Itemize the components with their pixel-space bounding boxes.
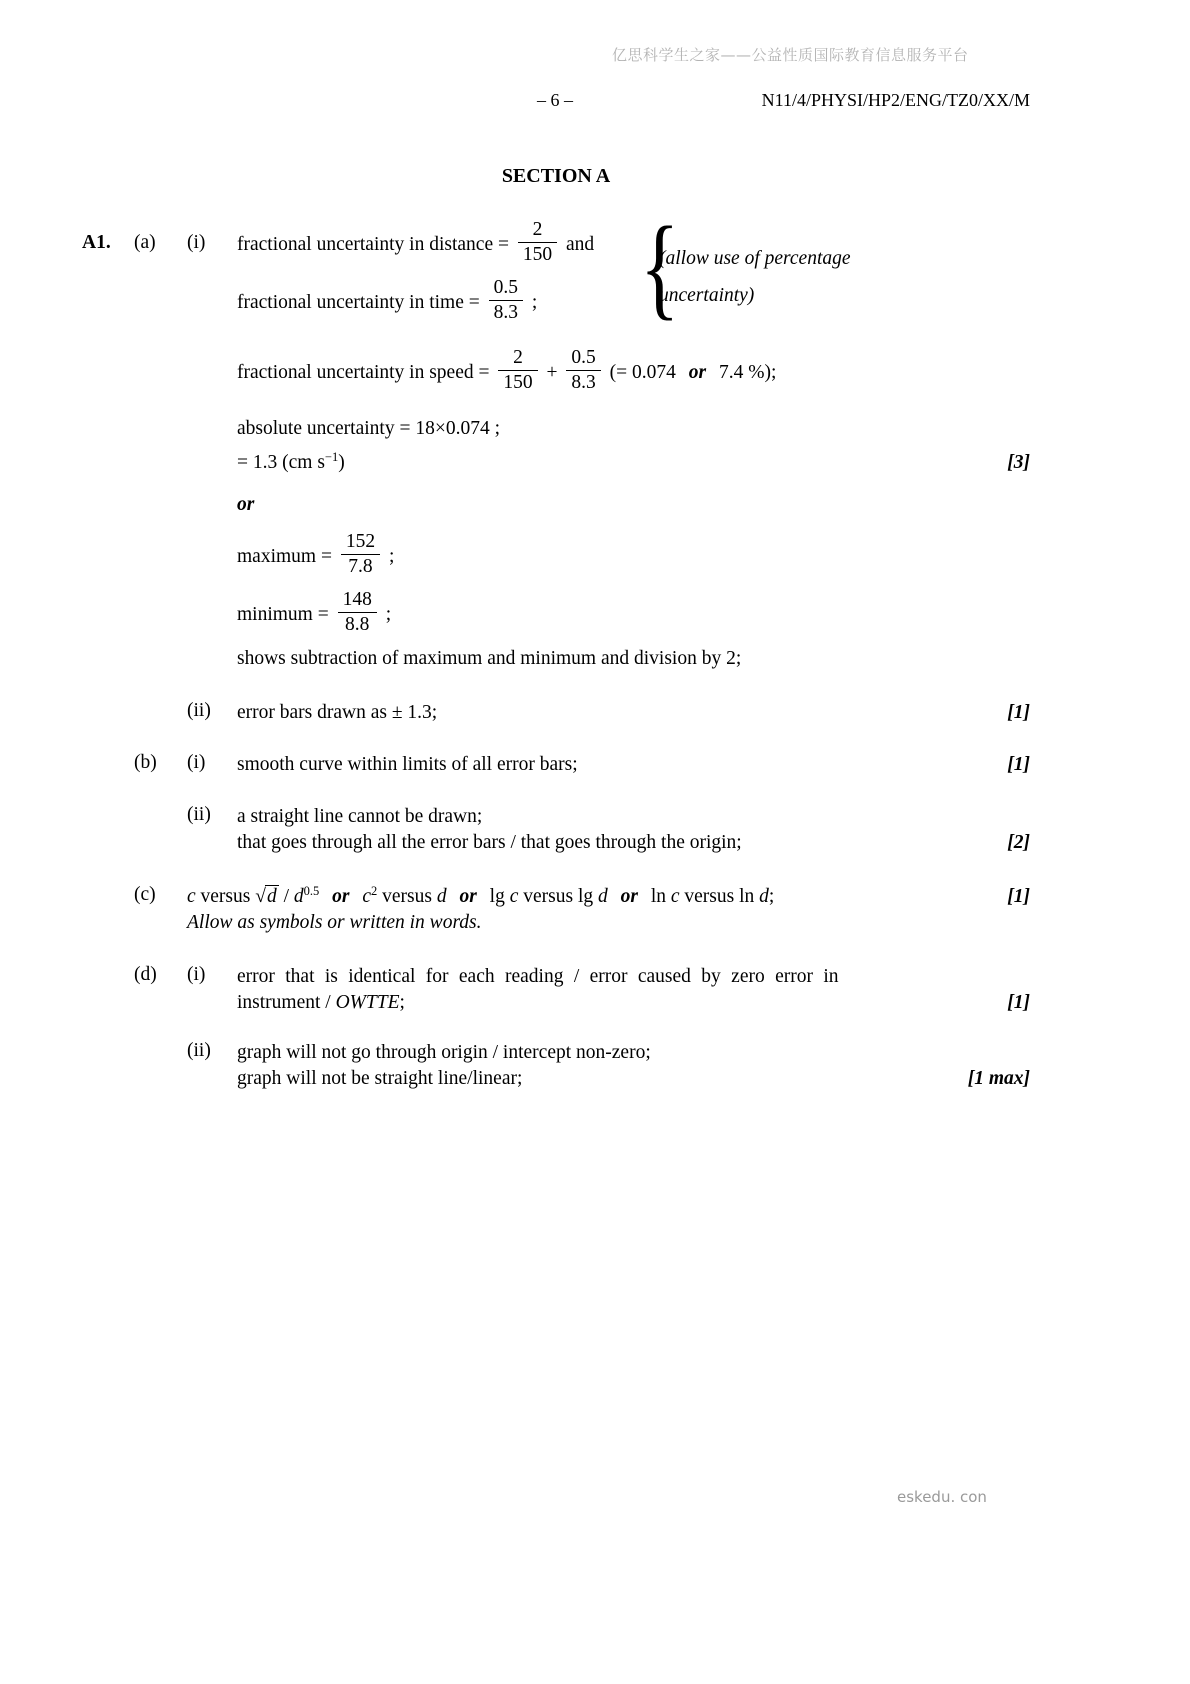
variable-d: d [759, 886, 769, 907]
part-c [82, 884, 1030, 936]
or-separator: or [237, 494, 255, 515]
error-bars-text: error bars drawn as ± 1.3; [237, 702, 438, 723]
variable-d: d [293, 886, 304, 907]
paper-code: N11/4/PHYSI/HP2/ENG/TZ0/XX/M [761, 90, 1030, 110]
exponent: 2 [370, 884, 378, 898]
part-d-i-content [237, 964, 1030, 1016]
fraction-denominator: 8.3 [571, 372, 596, 394]
fraction-numerator: 2 [518, 218, 557, 243]
marks-badge: [1 max] [967, 1068, 1030, 1089]
final-result-line [237, 450, 1030, 476]
item-ii-label: (ii) [187, 1040, 211, 1061]
semicolon: ; [531, 292, 538, 313]
part-a-ii [82, 700, 1030, 726]
fraction-denominator: 150 [522, 244, 553, 266]
part-c-label: (c) [134, 884, 156, 905]
minimum-fraction [338, 588, 377, 637]
fraction-numerator: 148 [338, 588, 377, 613]
maximum-label: maximum = [237, 546, 332, 567]
item-ii-label: (ii) [187, 700, 211, 721]
systematic-error-line2 [237, 990, 1030, 1016]
versus-word: versus [684, 886, 735, 907]
ln-operator: ln [650, 886, 666, 907]
semicolon: ; [768, 886, 775, 907]
allow-note-line1: (allow use of percentage [659, 248, 851, 269]
final-suffix: ) [338, 452, 345, 473]
time-fraction [489, 276, 523, 325]
exponent: −1 [324, 450, 339, 464]
versus-word: versus [523, 886, 574, 907]
error-bars-origin-text: that goes through all the error bars / that goes through the origin; [237, 832, 742, 853]
part-b-label: (b) [134, 752, 157, 773]
or-word: or [332, 886, 350, 907]
exponent: 0.5 [303, 884, 320, 898]
page-number: – 6 – [537, 90, 573, 110]
fraction-numerator: 0.5 [489, 276, 523, 301]
distance-text: fractional uncertainty in distance [237, 234, 494, 255]
marks-badge: [1] [1007, 992, 1030, 1013]
semicolon: ; [385, 604, 392, 625]
part-b-i [82, 752, 1030, 778]
or-word: or [688, 362, 707, 383]
result-close: 7.4 %); [718, 362, 777, 383]
lg-operator: lg [577, 886, 594, 907]
allow-note-line2: uncertainty) [659, 285, 755, 306]
semicolon: ; [388, 546, 395, 567]
fraction-denominator: 150 [503, 372, 533, 394]
result-open: (= 0.074 [609, 362, 676, 383]
plus-sign: + [546, 362, 558, 383]
distance-fraction [518, 218, 557, 267]
semicolon: ; [399, 992, 405, 1013]
part-a-label: (a) [134, 232, 156, 253]
graph-linear-text: graph will not be straight line/linear; [237, 1068, 523, 1089]
item-i-label: (i) [187, 964, 206, 985]
equals-sign: = [497, 234, 509, 255]
variable-d: d [597, 886, 608, 907]
absolute-uncertainty-line [237, 416, 1030, 442]
fraction-numerator: 2 [498, 346, 537, 371]
straight-line-text: a straight line cannot be drawn; [237, 806, 483, 827]
question-number: A1. [82, 232, 111, 253]
item-i-label: (i) [187, 232, 206, 253]
watermark-bottom: eskedu. con [897, 1488, 987, 1506]
marks-badge: [1] [1007, 754, 1030, 775]
item-ii-label: (ii) [187, 804, 211, 825]
fraction-denominator: 7.8 [348, 556, 373, 578]
final-prefix: = 1.3 (cm s [237, 452, 325, 473]
lg-operator: lg [489, 886, 505, 907]
slash: / [283, 886, 289, 907]
or-word: or [620, 886, 638, 907]
graph-choices-line [187, 884, 1030, 910]
fraction-denominator: 8.8 [345, 614, 370, 636]
marks-badge: [1] [1007, 702, 1030, 723]
speed-text: fractional uncertainty in speed [237, 362, 474, 383]
variable-c: c [362, 886, 371, 907]
distance-uncertainty-line [237, 216, 1030, 274]
part-c-content [187, 884, 1030, 936]
time-text: fractional uncertainty in time [237, 292, 464, 313]
versus-word: versus [382, 886, 432, 907]
part-b-ii-content [237, 804, 1030, 856]
absolute-value: = 18×0.074 ; [399, 418, 500, 439]
part-b-ii [82, 804, 1030, 856]
uncertainty-equations-group [237, 216, 1030, 332]
error-bars-origin-line [237, 830, 1030, 856]
speed-fraction-1 [498, 346, 537, 395]
allow-percentage-note [659, 240, 851, 314]
part-b-i-content [237, 752, 1030, 778]
fraction-denominator: 8.3 [493, 302, 518, 324]
square-root-sign: √ [255, 886, 266, 907]
fraction-numerator: 0.5 [566, 346, 600, 371]
subtraction-line: shows subtraction of maximum and minimum and division by 2; [237, 648, 742, 669]
minimum-label: minimum = [237, 604, 329, 625]
equals-sign: = [468, 292, 480, 313]
variable-d-under-root: d [266, 886, 277, 907]
variable-c: c [670, 886, 680, 907]
part-d-ii-content [237, 1040, 1030, 1092]
versus-word: versus [200, 886, 251, 907]
speed-fraction-2 [566, 346, 600, 395]
fraction-numerator: 152 [341, 530, 380, 555]
maximum-fraction [341, 530, 380, 579]
part-d-i [82, 964, 1030, 1016]
watermark-top: 亿思科学生之家——公益性质国际教育信息服务平台 [612, 46, 969, 64]
time-uncertainty-line [237, 274, 1030, 332]
marks-badge: [1] [1007, 886, 1030, 907]
part-d-ii [82, 1040, 1030, 1092]
part-a-ii-content [237, 700, 1030, 726]
smooth-curve-text: smooth curve within limits of all error bars; [237, 754, 578, 775]
maximum-line [237, 528, 1030, 586]
variable-c: c [187, 886, 196, 907]
speed-uncertainty-line [237, 344, 1030, 402]
part-d-label: (d) [134, 964, 157, 985]
absolute-text: absolute uncertainty [237, 418, 395, 439]
item-i-label: (i) [187, 752, 206, 773]
ln-operator: ln [739, 886, 755, 907]
variable-c: c [509, 886, 519, 907]
graph-origin-line: graph will not go through origin / intercept non-zero; [237, 1042, 651, 1063]
part-a-i [82, 216, 1030, 672]
equals-sign: = [478, 362, 490, 383]
part-a-i-content [237, 216, 1030, 672]
minimum-line [237, 586, 1030, 644]
marks-badge: [2] [1007, 832, 1030, 853]
variable-d: d [436, 886, 447, 907]
allow-symbols-note: Allow as symbols or written in words. [187, 912, 482, 933]
systematic-error-line1: error that is identical for each reading / error caused by zero error in [237, 966, 839, 987]
instrument-text: instrument / [237, 992, 331, 1013]
and-word: and [565, 234, 595, 255]
marks-badge: [3] [1007, 452, 1030, 473]
section-title: SECTION A [501, 165, 611, 187]
or-word: or [459, 886, 477, 907]
owtte-text: OWTTE [335, 992, 400, 1013]
graph-linear-line [237, 1066, 1030, 1092]
